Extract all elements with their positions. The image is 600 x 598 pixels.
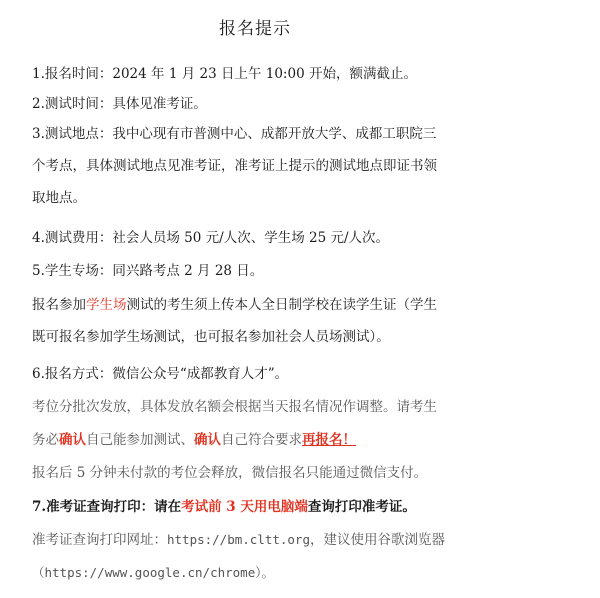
admission-url-link[interactable]: https://bm.cltt.org bbox=[167, 532, 310, 547]
item-student-session: 5.学生专场：同兴路考点 2 月 28 日。 bbox=[32, 263, 264, 279]
student-id-note-cont: 既可报名参加学生场测试，也可报名参加社会人员场测试）。 bbox=[32, 329, 390, 345]
chrome-url-note bbox=[32, 563, 588, 583]
item-test-location-cont: 个考点，具体测试地点见准考证，准考证上提示的测试地点即证书领 bbox=[32, 158, 437, 174]
item-registration-time: 1.报名时间：2024 年 1 月 23 日上午 10:00 开始，额满截止。 bbox=[32, 66, 417, 82]
item-test-fee: 4.测试费用：社会人员场 50 元/人次、学生场 25 元/人次。 bbox=[32, 230, 389, 246]
admission-text: 查询打印准考证。 bbox=[307, 499, 416, 515]
confirm-note-text: 自己符合要求 bbox=[221, 432, 302, 448]
admission-highlight: 考试前 3 天用电脑端 bbox=[181, 499, 308, 515]
student-session-highlight: 学生场 bbox=[86, 297, 127, 313]
student-id-note bbox=[32, 295, 588, 315]
admission-url-note bbox=[32, 530, 588, 550]
url-note-text: ，建议使用谷歌浏览器 bbox=[310, 532, 445, 548]
student-note-text: 报名参加 bbox=[32, 297, 86, 313]
confirm-note-text: 务必 bbox=[32, 432, 59, 448]
quota-note: 考位分批次发放，具体发放名额会根据当天报名情况作调整。请考生 bbox=[32, 399, 437, 415]
confirm-note-text: 自己能参加测试、 bbox=[86, 432, 194, 448]
admission-text: 7.准考证查询打印：请在 bbox=[32, 499, 182, 515]
student-note-text: 测试的考生须上传本人全日制学校在读学生证（学生 bbox=[126, 297, 437, 313]
confirm-highlight: 确认 bbox=[59, 432, 86, 448]
item-admission-ticket bbox=[32, 497, 588, 517]
payment-note: 报名后 5 分钟未付款的考位会释放，微信报名只能通过微信支付。 bbox=[32, 465, 428, 481]
confirm-note bbox=[32, 430, 588, 450]
item-test-location-cont: 取地点。 bbox=[32, 190, 86, 206]
item-test-location: 3.测试地点：我中心现有市普测中心、成都开放大学、成都工职院三 bbox=[32, 126, 437, 142]
page-title: 报名提示 bbox=[219, 19, 291, 39]
confirm-highlight: 确认 bbox=[194, 432, 221, 448]
chrome-url-link[interactable]: （https://www.google.cn/chrome）。 bbox=[32, 565, 274, 580]
item-test-time: 2.测试时间：具体见准考证。 bbox=[32, 96, 207, 112]
register-again-highlight: 再报名！ bbox=[302, 432, 356, 448]
url-note-text: 准考证查询打印网址： bbox=[32, 532, 167, 548]
item-registration-method: 6.报名方式：微信公众号“成都教育人才”。 bbox=[32, 366, 289, 382]
